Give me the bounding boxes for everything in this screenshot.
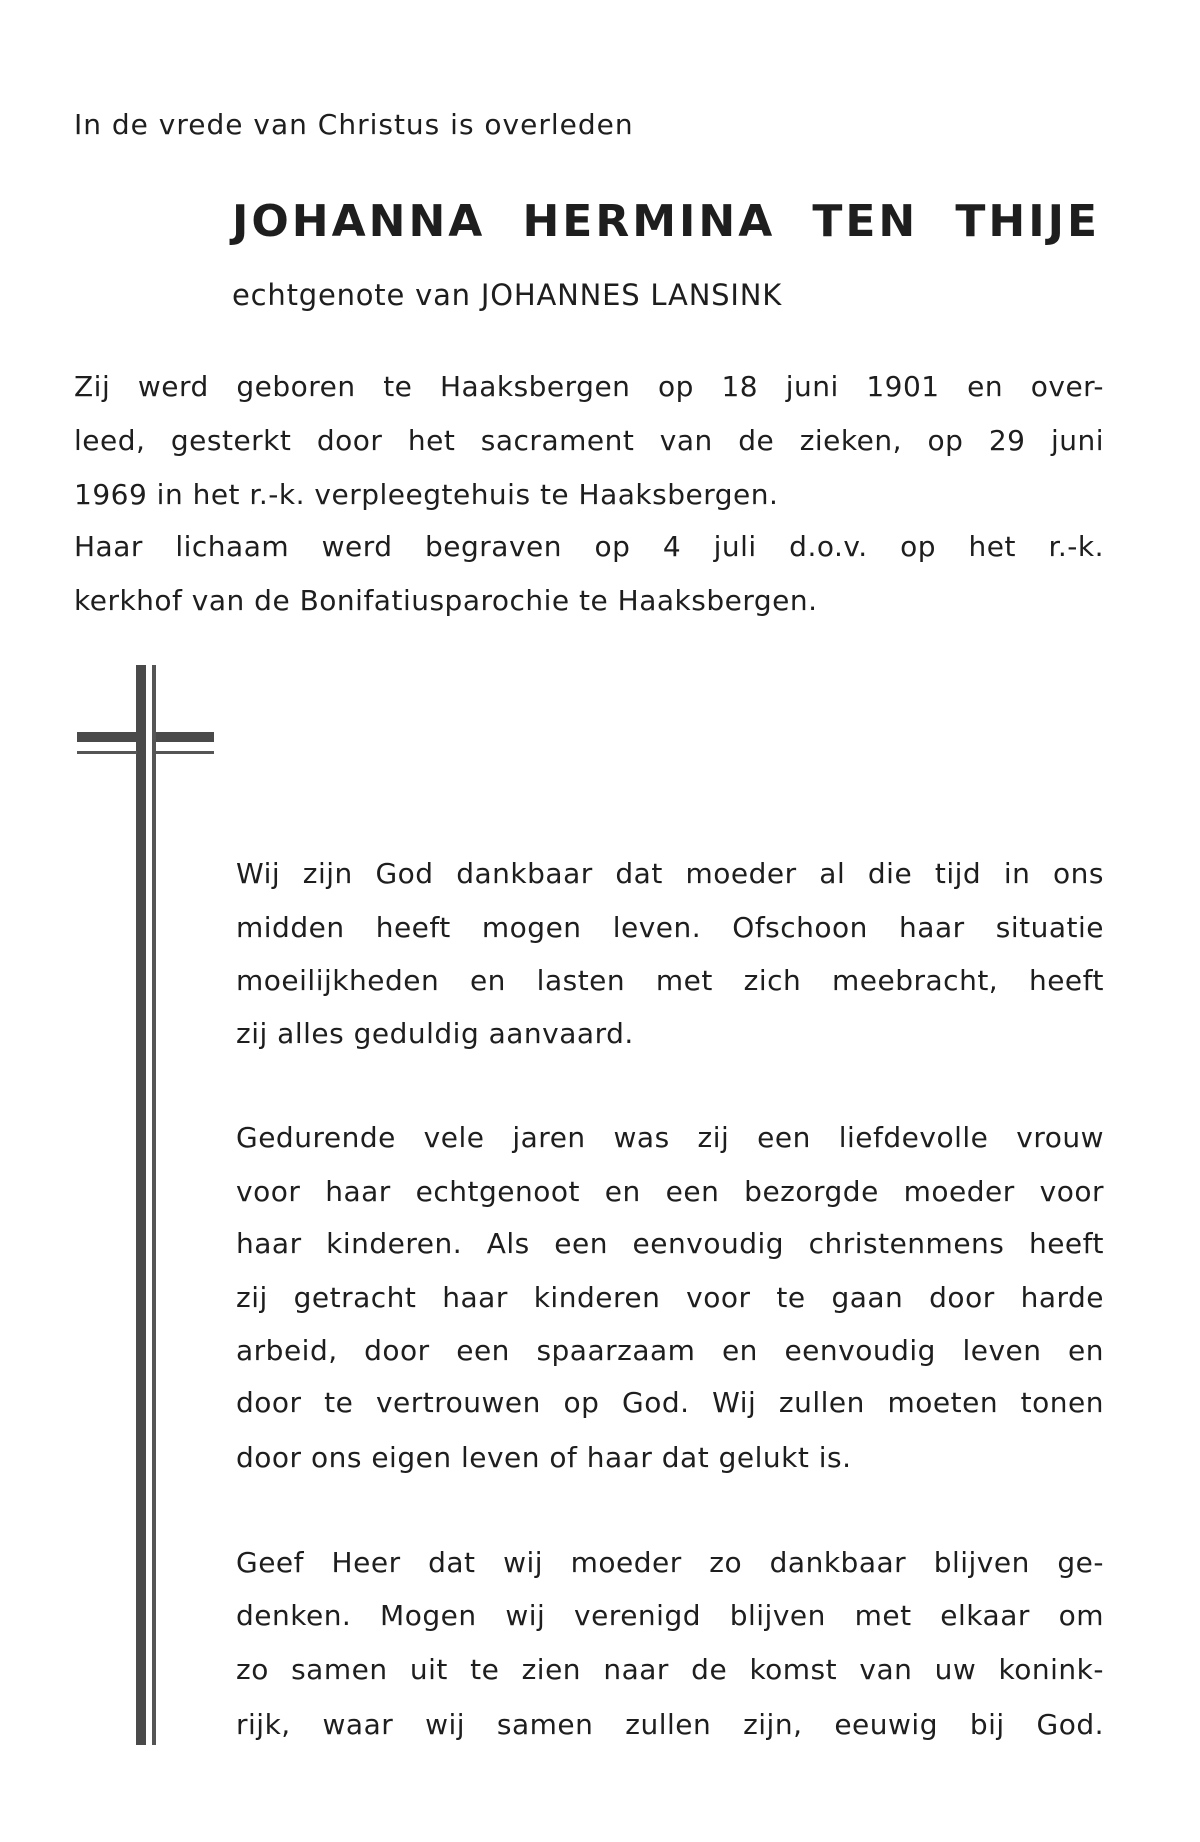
cross-arm-right-line (156, 751, 214, 754)
cross-arm-left (77, 732, 139, 742)
paragraph-line: door te vertrouwen op God. Wij zullen moeten tonen (236, 1386, 1104, 1419)
paragraph-line: voor haar echtgenoot en een bezorgde moeder voor (236, 1175, 1104, 1208)
paragraph-line: haar kinderen. Als een eenvoudig christenmens heeft (236, 1227, 1104, 1260)
paragraph-line: Geef Heer dat wij moeder zo dankbaar blijven ge- (236, 1546, 1104, 1579)
spouse-line: echtgenote van JOHANNES LANSINK (232, 278, 783, 312)
biography-line: Haar lichaam werd begraven op 4 juli d.o.v. op het r.-k. (74, 530, 1104, 563)
paragraph-line: zij getracht haar kinderen voor te gaan door harde (236, 1281, 1104, 1314)
cross-vertical-bar (136, 665, 146, 1745)
cross-arm-right (156, 732, 214, 742)
paragraph-line: midden heeft mogen leven. Ofschoon haar situatie (236, 911, 1104, 944)
paragraph-line: door ons eigen leven of haar dat gelukt is. (236, 1441, 852, 1474)
intro-text: In de vrede van Christus is overleden (74, 108, 634, 141)
cross-arm-left-line (77, 751, 137, 754)
paragraph-line: Gedurende vele jaren was zij een liefdevolle vrouw (236, 1121, 1104, 1154)
paragraph-line: denken. Mogen wij verenigd blijven met elkaar om (236, 1599, 1104, 1632)
cross-vertical-line (152, 665, 156, 1745)
deceased-name: JOHANNA HERMINA TEN THIJE (232, 196, 1100, 247)
paragraph-line: rijk, waar wij samen zullen zijn, eeuwig bij God. (236, 1708, 1104, 1741)
biography-line: 1969 in het r.-k. verpleegtehuis te Haaksbergen. (74, 478, 779, 511)
paragraph-line: zo samen uit te zien naar de komst van uw konink- (236, 1653, 1104, 1686)
paragraph-line: moeilijkheden en lasten met zich meebracht, heeft (236, 964, 1104, 997)
paragraph-line: arbeid, door een spaarzaam en eenvoudig leven en (236, 1334, 1104, 1367)
biography-line: Zij werd geboren te Haaksbergen op 18 juni 1901 en over- (74, 370, 1104, 403)
paragraph-line: Wij zijn God dankbaar dat moeder al die tijd in ons (236, 857, 1104, 890)
biography-line: kerkhof van de Bonifatiusparochie te Haaksbergen. (74, 584, 818, 617)
biography-line: leed, gesterkt door het sacrament van de zieken, op 29 juni (74, 424, 1104, 457)
paragraph-line: zij alles geduldig aanvaard. (236, 1017, 634, 1050)
